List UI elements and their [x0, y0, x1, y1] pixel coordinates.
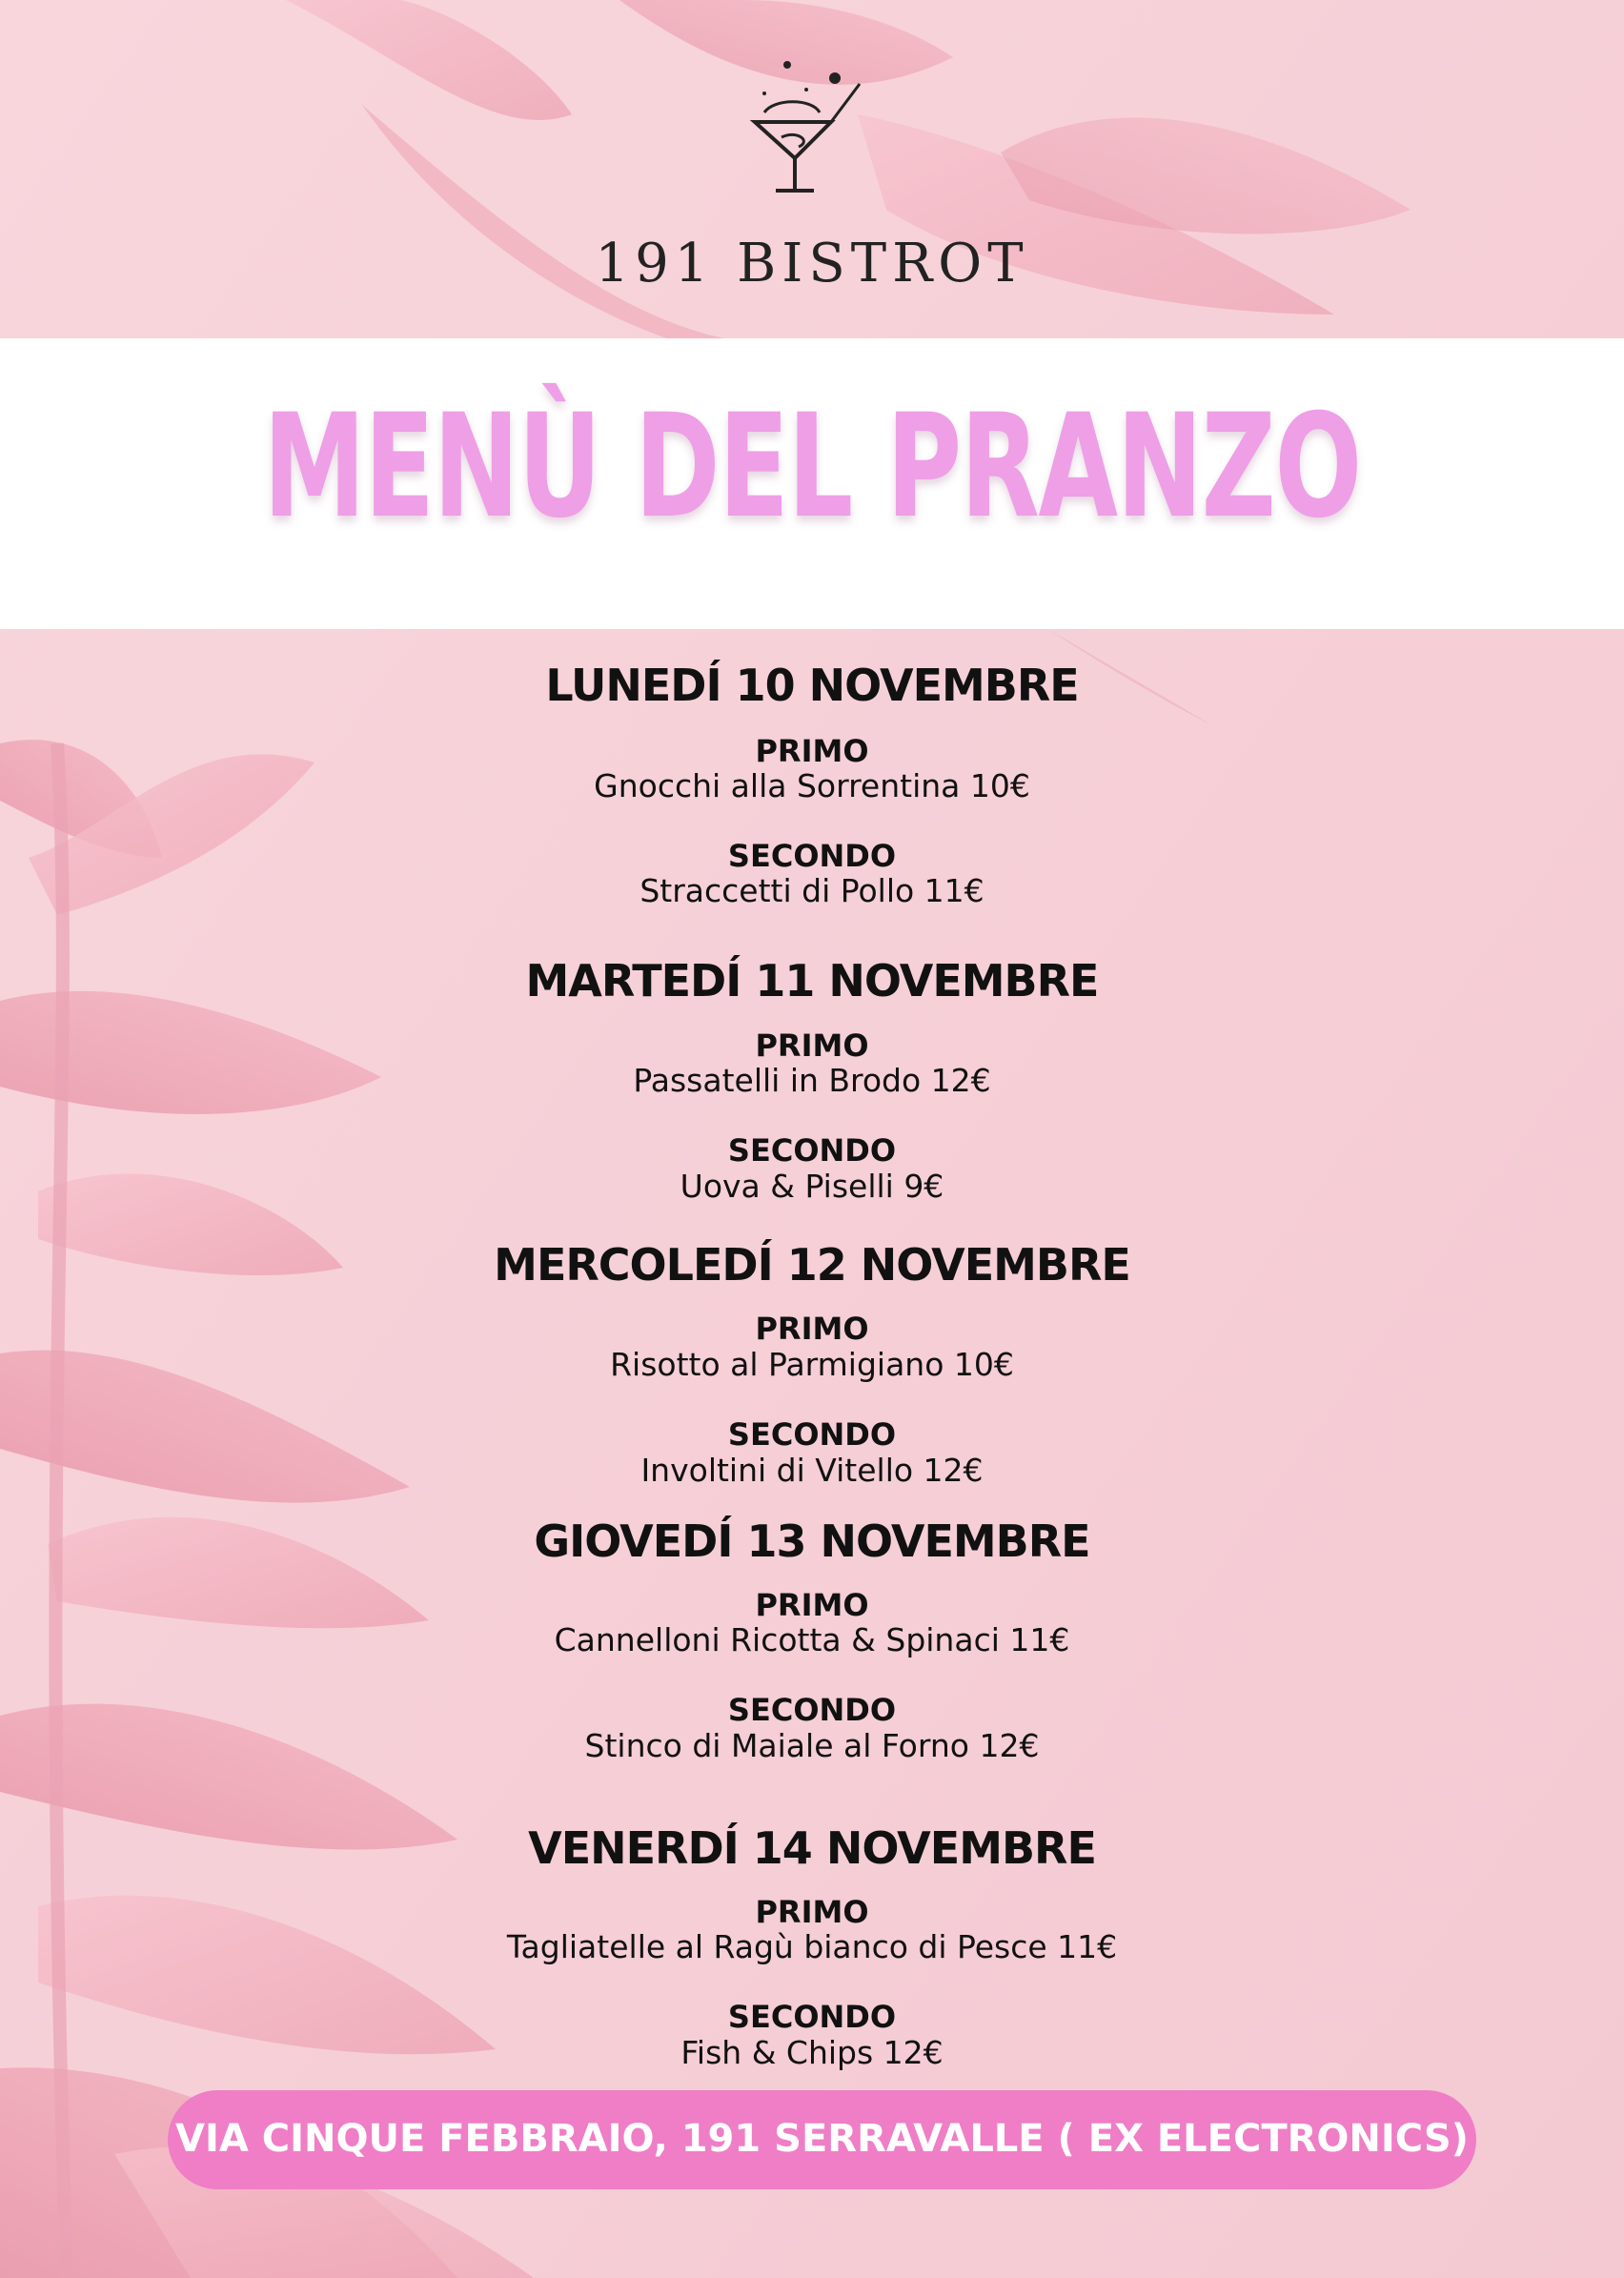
cocktail-glass-icon — [726, 55, 898, 198]
secondo-label: SECONDO — [727, 1132, 897, 1169]
primo-label: PRIMO — [755, 1027, 869, 1064]
day-heading: VENERDÍ 14 NOVEMBRE — [528, 1822, 1096, 1874]
secondo-dish: Uova & Piselli 9€ — [680, 1168, 944, 1205]
secondo-label: SECONDO — [727, 1416, 897, 1453]
secondo-label: SECONDO — [727, 1692, 897, 1728]
secondo-label: SECONDO — [727, 1999, 897, 2035]
primo-label: PRIMO — [755, 733, 869, 769]
primo-label: PRIMO — [755, 1311, 869, 1347]
secondo-dish: Fish & Chips 12€ — [680, 2034, 944, 2071]
address-banner — [168, 2090, 1476, 2189]
title-band — [0, 338, 1624, 629]
day-heading: MERCOLEDÍ 12 NOVEMBRE — [494, 1239, 1130, 1291]
day-heading: MARTEDÍ 11 NOVEMBRE — [525, 955, 1099, 1007]
primo-label: PRIMO — [755, 1587, 869, 1623]
logo-area — [0, 0, 1624, 338]
address-text: VIA CINQUE FEBBRAIO, 191 SERRAVALLE ( EX ELECTRONICS) — [175, 2117, 1469, 2161]
page-title: MENÙ DEL PRANZO — [263, 384, 1361, 550]
primo-dish: Tagliatelle al Ragù bianco di Pesce 11€ — [506, 1928, 1118, 1965]
primo-dish: Cannelloni Ricotta & Spinaci 11€ — [554, 1621, 1070, 1658]
primo-dish: Risotto al Parmigiano 10€ — [610, 1346, 1014, 1383]
secondo-dish: Straccetti di Pollo 11€ — [639, 872, 985, 909]
primo-label: PRIMO — [755, 1894, 869, 1930]
primo-dish: Passatelli in Brodo 12€ — [633, 1062, 991, 1099]
primo-dish: Gnocchi alla Sorrentina 10€ — [594, 767, 1030, 804]
secondo-dish: Stinco di Maiale al Forno 12€ — [584, 1727, 1040, 1764]
brand-name: 191 BISTROT — [595, 233, 1029, 295]
secondo-label: SECONDO — [727, 838, 897, 874]
day-heading: LUNEDÍ 10 NOVEMBRE — [545, 660, 1079, 711]
secondo-dish: Involtini di Vitello 12€ — [640, 1452, 984, 1489]
day-heading: GIOVEDÍ 13 NOVEMBRE — [534, 1515, 1090, 1567]
